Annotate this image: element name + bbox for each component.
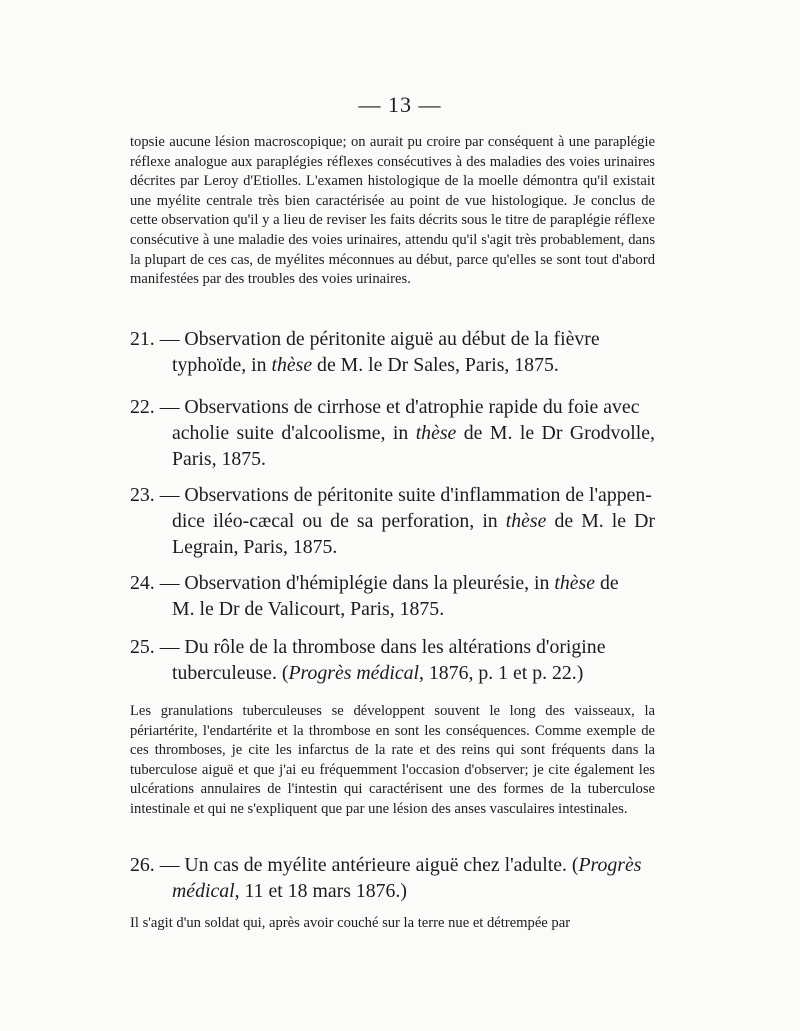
entry-26 bbox=[130, 852, 655, 904]
entry-title: — Observations de cirrhose et d'atrophie rapide du foie avec bbox=[159, 396, 640, 418]
entry-continuation: acholie suite d'alcoolisme, in thèse de M. le Dr Grodvolle, Paris, 1875. bbox=[172, 422, 656, 470]
entry-continuation: tuberculeuse. (Progrès médical, 1876, p. 1 et p. 22.) bbox=[172, 662, 584, 684]
entry-title: — Du rôle de la thrombose dans les altérations d'origine bbox=[159, 636, 606, 658]
entry-continuation: médical, 11 et 18 mars 1876.) bbox=[172, 880, 407, 902]
entry-number: 25. bbox=[130, 636, 155, 658]
entry-title: — Observation d'hémiplégie dans la pleurésie, in thèse de bbox=[159, 572, 619, 594]
entry-25 bbox=[130, 634, 655, 686]
entry-title: — Observation de péritonite aiguë au début de la fièvre bbox=[159, 328, 600, 350]
entry-24 bbox=[130, 570, 655, 622]
entry-22 bbox=[130, 394, 655, 472]
entry-continuation: M. le Dr de Valicourt, Paris, 1875. bbox=[172, 598, 445, 620]
entry-number: 23. bbox=[130, 484, 155, 506]
paragraph-26-body: Il s'agit d'un soldat qui, après avoir couché sur la terre nue et détrempée par bbox=[130, 915, 571, 931]
entry-title: — Observations de péritonite suite d'inflammation de l'appen- bbox=[159, 484, 652, 506]
paragraph-25-body: Les granulations tuberculeuses se développent souvent le long des vaisseaux, la périartérite, l'endartérite et la thrombose en sont les conséquences. Comme exemple de ces thromboses, je cite les infarctus de la rate et des reins qui sont fréquents dans la tuberculose aiguë et que j'ai eu fréquemment l'occasion d'observer; je cite également les ulcérations annulaires de l'intestin qui caractérisent une des formes de la tuberculose intestinale et qui ne s'expliquent que par une lésion des anses vasculaires intestinales. bbox=[130, 703, 655, 817]
entry-continuation: typhoïde, in thèse de M. le Dr Sales, Paris, 1875. bbox=[172, 354, 559, 376]
entry-number: 24. bbox=[130, 572, 155, 594]
entry-continuation: dice iléo-cæcal ou de sa perforation, in thèse de M. le Dr Legrain, Paris, 1875. bbox=[172, 510, 655, 558]
entry-title: — Un cas de myélite antérieure aiguë chez l'adulte. (Progrès bbox=[159, 854, 642, 876]
intro-paragraph: topsie aucune lésion macroscopique; on aurait pu croire par conséquent à une paraplégie réflexe analogue aux paraplégies réflexes consécutives à des maladies des voies urinaires décrites par Leroy d'Etiolles. L'examen histologique de la moelle démontra qu'il existait une myélite centrale très bien caractérisée au point de vue histologique. Je conclus de cette observation qu'il y a lieu de reviser les faits décrits sous le titre de paraplégie réflexe consécutive à une maladie des voies urinaires, attendu qu'il s'agit très probablement, dans la plupart de ces cas, de myélites méconnues au début, parce qu'elles se sont tout d'abord manifestées par des troubles des voies urinaires. bbox=[130, 134, 655, 288]
entry-number: 21. bbox=[130, 328, 155, 350]
entry-21 bbox=[130, 326, 655, 378]
entry-number: 22. bbox=[130, 396, 155, 418]
entry-23 bbox=[130, 482, 655, 560]
entry-number: 26. bbox=[130, 854, 155, 876]
page-number: — 13 — bbox=[358, 92, 442, 117]
